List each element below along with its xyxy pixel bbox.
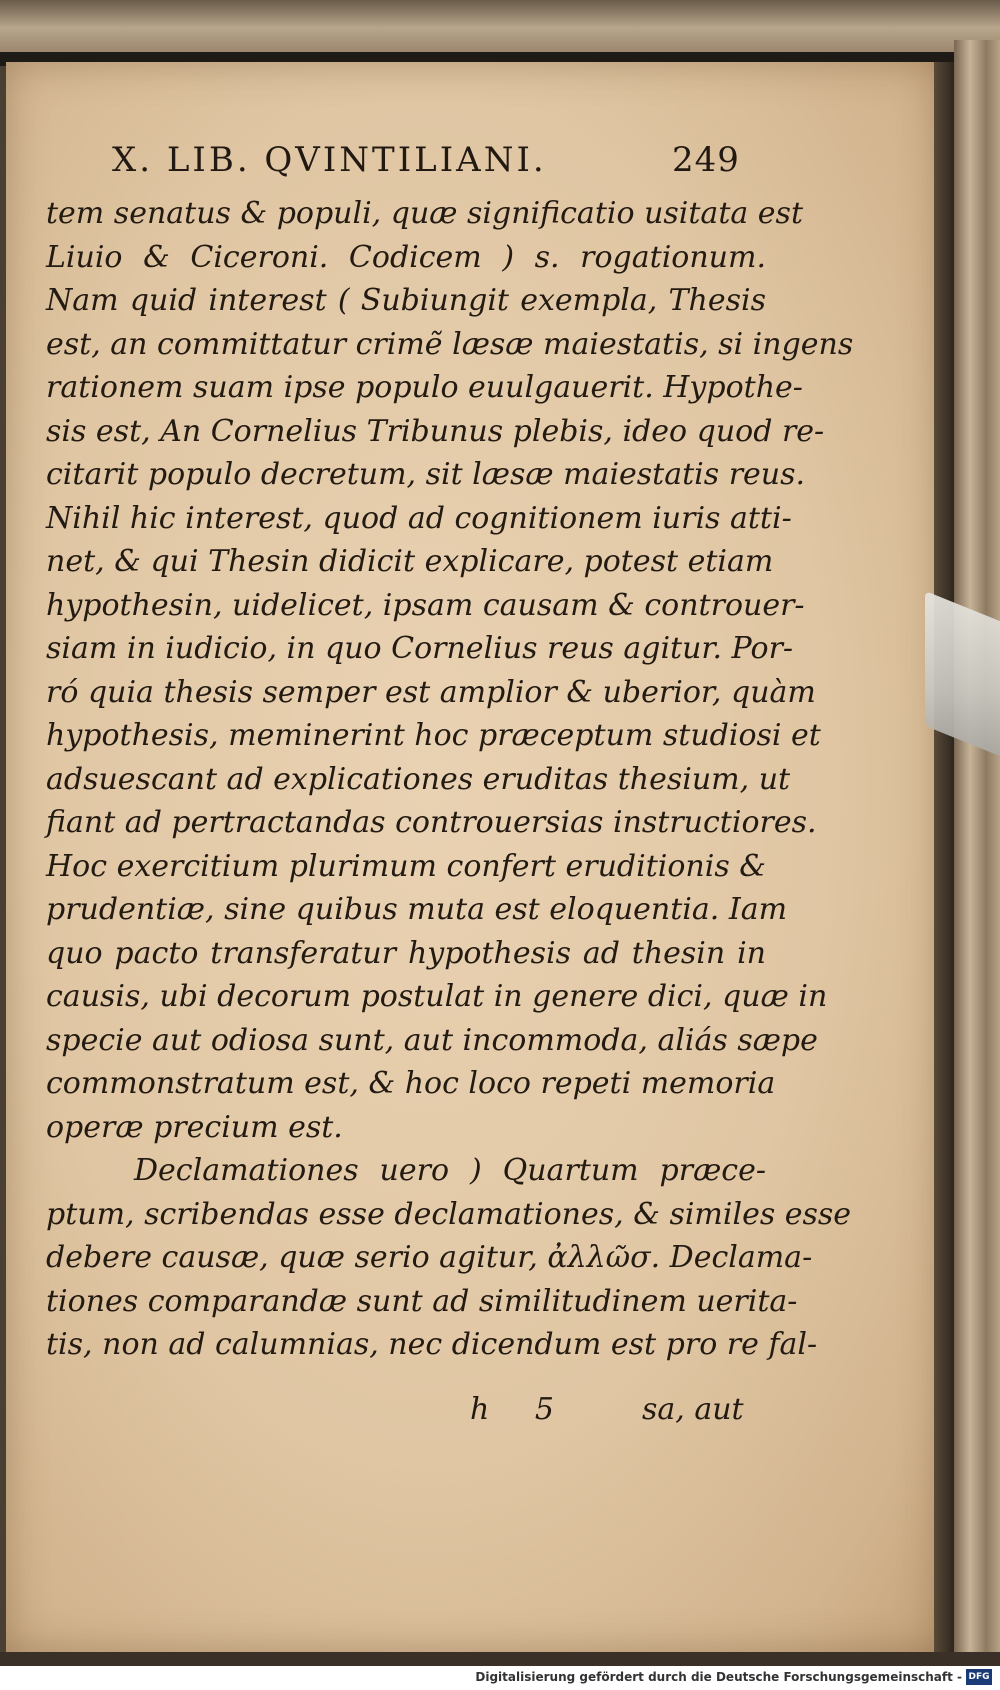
text-line: tis, non ad calumnias, nec dicendum est pro re fal- bbox=[46, 1327, 818, 1362]
text-line: causis, ubi decorum postulat in genere dici, quæ in bbox=[46, 979, 828, 1014]
body-text bbox=[46, 192, 854, 1367]
digitization-credit: Digitalisierung gefördert durch die Deutsche Forschungsgemeinschaft - bbox=[475, 1670, 962, 1684]
text-line: rationem suam ipse populo euulgauerit. Hypothe- bbox=[46, 370, 803, 405]
text-line: commonstratum est, & hoc loco repeti memoria bbox=[46, 1066, 776, 1101]
text-line: operæ precium est. bbox=[46, 1109, 343, 1145]
text-line: Nam quid interest ( Subiungit exempla, Thesis bbox=[46, 283, 766, 318]
text-line: ró quia thesis semper est amplior & uberior, quàm bbox=[46, 674, 816, 710]
text-line: adsuescant ad explicationes eruditas thesium, ut bbox=[46, 761, 791, 797]
catchword: sa, aut bbox=[642, 1392, 744, 1427]
text-line: prudentiæ, sine quibus muta est eloquentia. Iam bbox=[46, 892, 788, 927]
text-line: siam in iudicio, in quo Cornelius reus agitur. Por- bbox=[46, 631, 794, 666]
text-line: debere causæ, quæ serio agitur, ἀλλῶσ. Declama- bbox=[46, 1240, 813, 1275]
text-line: quo pacto transferatur hypothesis ad thesin in bbox=[46, 935, 766, 971]
text-line: ptum, scribendas esse declamationes, & similes esse bbox=[46, 1196, 852, 1232]
text-line: Liuio & Ciceroni. Codicem ) s. rogationum. bbox=[46, 239, 766, 275]
page-number: 249 bbox=[672, 140, 740, 180]
dfg-logo: DFG bbox=[966, 1669, 992, 1685]
bottom-edge bbox=[0, 1652, 1000, 1666]
text-line: Declamationes uero ) Quartum præce- bbox=[134, 1153, 766, 1188]
signature-mark: h 5 bbox=[470, 1392, 572, 1427]
text-line: tem senatus & populi, quæ significatio usitata est bbox=[46, 196, 804, 231]
text-line: Hoc exercitium plurimum confert eruditionis & bbox=[46, 848, 766, 884]
text-line: hypothesis, meminerint hoc præceptum studiosi et bbox=[46, 718, 821, 753]
page-gutter bbox=[934, 62, 954, 1652]
page-stack-edge bbox=[954, 40, 1000, 1660]
text-line: specie aut odiosa sunt, aut incommoda, aliás sæpe bbox=[46, 1022, 818, 1058]
text-line: citarit populo decretum, sit læsæ maiestatis reus. bbox=[46, 457, 806, 492]
text-line: Nihil hic interest, quod ad cognitionem iuris atti- bbox=[46, 500, 792, 536]
text-line: est, an committatur crimẽ læsæ maiestatis, si ingens bbox=[46, 326, 854, 362]
page-footer bbox=[470, 1392, 770, 1436]
credit-bar bbox=[0, 1666, 1000, 1690]
running-head-title: X. LIB. QVINTILIANI. bbox=[112, 140, 547, 180]
text-line: hypothesin, uidelicet, ipsam causam & controuer- bbox=[46, 587, 805, 623]
text-line: fiant ad pertractandas controuersias instructiores. bbox=[46, 805, 817, 840]
running-head bbox=[112, 140, 752, 190]
text-line: tiones comparandæ sunt ad similitudinem uerita- bbox=[46, 1283, 798, 1319]
text-line: net, & qui Thesin didicit explicare, potest etiam bbox=[46, 544, 774, 579]
text-line: sis est, An Cornelius Tribunus plebis, ideo quod re- bbox=[46, 413, 825, 449]
